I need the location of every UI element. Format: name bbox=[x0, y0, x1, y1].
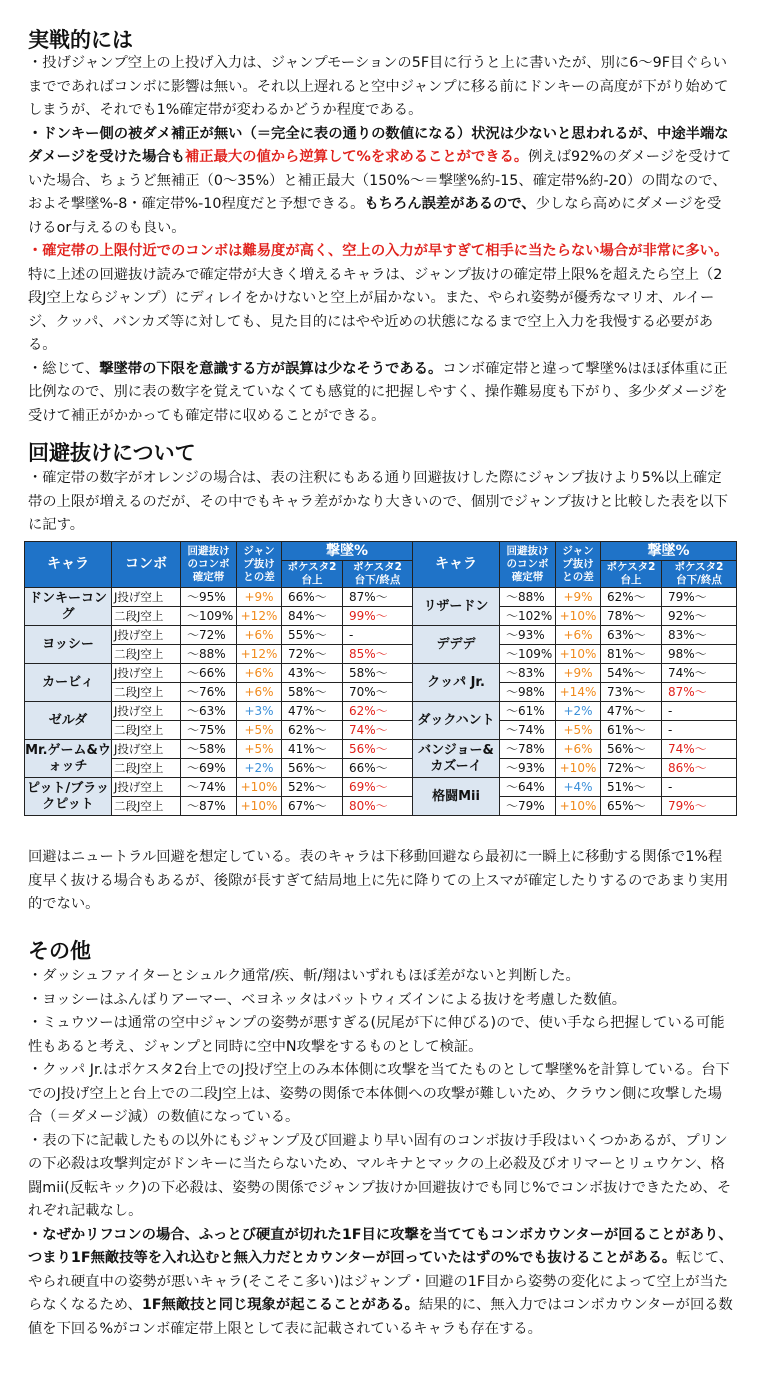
diff-cell: +10% bbox=[556, 797, 601, 816]
table-row bbox=[25, 740, 737, 759]
header-kaihi: 回避抜け のコンボ 確定帯 bbox=[500, 542, 556, 588]
chara-name: ピット/ブラックピット bbox=[25, 778, 112, 816]
header-gekitsui: 撃墜% bbox=[601, 542, 737, 561]
header-pk-off: ポケスタ2 台下/終点 bbox=[662, 561, 737, 588]
pk-off-cell: 80%～ bbox=[343, 797, 413, 816]
pk-off-cell: 98%～ bbox=[662, 645, 737, 664]
section-title-jissen: 実戦的には bbox=[28, 28, 133, 52]
kaihi-cell: ～69% bbox=[181, 759, 237, 778]
pk-on-cell: 55%～ bbox=[282, 626, 343, 645]
combo-cell: J投げ空上 bbox=[112, 740, 181, 759]
kaihi-cell: ～93% bbox=[500, 759, 556, 778]
pk-on-cell: 51%～ bbox=[601, 778, 662, 797]
table-row bbox=[25, 778, 737, 797]
pk-on-cell: 65%～ bbox=[601, 797, 662, 816]
table-row bbox=[25, 664, 737, 683]
text: 結果的に、無入力ではコンボカウンターが回る数値を下回る%がコンボ確定帯上限として表に記載されているキャラも存在する。 bbox=[28, 1297, 733, 1337]
pk-on-cell: 58%～ bbox=[282, 683, 343, 702]
diff-cell: +2% bbox=[556, 702, 601, 721]
chara-name: ダックハント bbox=[413, 702, 500, 740]
table-row bbox=[25, 645, 737, 664]
diff-cell: +10% bbox=[556, 607, 601, 626]
kaihi-cell: ～74% bbox=[500, 721, 556, 740]
combo-cell: 二段J空上 bbox=[112, 683, 181, 702]
pk-on-cell: 78%～ bbox=[601, 607, 662, 626]
pk-on-cell: 66%～ bbox=[282, 588, 343, 607]
kaihi-cell: ～93% bbox=[500, 626, 556, 645]
kaihi-cell: ～88% bbox=[181, 645, 237, 664]
bold-text: もちろん誤差があるので、 bbox=[364, 196, 536, 212]
kaihi-cell: ～72% bbox=[181, 626, 237, 645]
diff-cell: +6% bbox=[237, 664, 282, 683]
pk-off-cell: 79%～ bbox=[662, 797, 737, 816]
combo-cell: 二段J空上 bbox=[112, 721, 181, 740]
paragraph: ・投げジャンプ空上の上投げ入力は、ジャンプモーションの5F目に行うと上に書いたが、別に6～9F目ぐらいまでであればコンボに影響は無い。それ以上遅れると空中ジャンプに移る前にドンキーの高度が下がり始めてしまうが、それでも1%確定帯が変わるかどうか程度である。 bbox=[28, 55, 729, 118]
pk-off-cell: 79%～ bbox=[662, 588, 737, 607]
paragraph: ・表の下に記載したもの以外にもジャンプ及び回避より早い固有のコンボ抜け手段はいくつかあるが、プリンの下必殺は攻撃判定がドンキーに当たらないため、マルキナとマックの上必殺及びオリマーとリュウケン、格闘mii(反転キック)の下必殺は、姿勢の関係でジャンプ抜けか回避抜けでも同じ%でコンボ抜けできたため、それぞれ記載なし。 bbox=[28, 1132, 732, 1219]
header-pk-on: ポケスタ2 台上 bbox=[601, 561, 662, 588]
combo-cell: J投げ空上 bbox=[112, 702, 181, 721]
combo-cell: 二段J空上 bbox=[112, 607, 181, 626]
pk-on-cell: 84%～ bbox=[282, 607, 343, 626]
diff-cell: +2% bbox=[237, 759, 282, 778]
kaihi-cell: ～64% bbox=[500, 778, 556, 797]
pk-off-cell: - bbox=[662, 778, 737, 797]
pk-on-cell: 47%～ bbox=[601, 702, 662, 721]
pk-off-cell: - bbox=[662, 721, 737, 740]
pk-off-cell: - bbox=[662, 702, 737, 721]
diff-cell: +10% bbox=[237, 778, 282, 797]
diff-cell: +9% bbox=[556, 664, 601, 683]
chara-name: ゼルダ bbox=[25, 702, 112, 740]
pk-on-cell: 54%～ bbox=[601, 664, 662, 683]
table-row bbox=[25, 702, 737, 721]
pk-off-cell: 74%～ bbox=[662, 740, 737, 759]
kaihi-cell: ～74% bbox=[181, 778, 237, 797]
combo-cell: 二段J空上 bbox=[112, 797, 181, 816]
pk-on-cell: 67%～ bbox=[282, 797, 343, 816]
kaihi-cell: ～75% bbox=[181, 721, 237, 740]
diff-cell: +12% bbox=[237, 645, 282, 664]
table-row bbox=[25, 683, 737, 702]
table-note bbox=[28, 846, 734, 917]
pk-on-cell: 52%～ bbox=[282, 778, 343, 797]
comparison-table bbox=[24, 541, 737, 816]
diff-cell: +10% bbox=[237, 797, 282, 816]
diff-cell: +4% bbox=[556, 778, 601, 797]
header-jump-diff: ジャン プ抜け との差 bbox=[556, 542, 601, 588]
diff-cell: +6% bbox=[237, 683, 282, 702]
chara-name: ヨッシー bbox=[25, 626, 112, 664]
table-body bbox=[25, 588, 737, 816]
bold-text: 1F無敵技と同じ現象が起こることがある。 bbox=[141, 1297, 419, 1313]
diff-cell: +6% bbox=[556, 740, 601, 759]
pk-off-cell: 70%～ bbox=[343, 683, 413, 702]
paragraph: ・ミュウツーは通常の空中ジャンプの姿勢が悪すぎる(尻尾が下に伸びる)ので、使い手なら把握している可能性もあると考え、ジャンプと同時に空中N攻撃をするものとして検証。 bbox=[28, 1015, 725, 1055]
kaihi-cell: ～109% bbox=[500, 645, 556, 664]
diff-cell: +14% bbox=[556, 683, 601, 702]
combo-cell: J投げ空上 bbox=[112, 778, 181, 797]
table-row bbox=[25, 626, 737, 645]
diff-cell: +5% bbox=[237, 740, 282, 759]
paragraph: ・ダッシュファイターとシュルク通常/疾、斬/翔はいずれもほぼ差がないと判断した。 bbox=[28, 968, 580, 984]
bold-text: 撃墜帯の下限を意識する方が誤算は少なそうである。 bbox=[99, 360, 443, 377]
pk-on-cell: 62%～ bbox=[601, 588, 662, 607]
diff-cell: +10% bbox=[556, 759, 601, 778]
pk-off-cell: 58%～ bbox=[343, 664, 413, 683]
text: 少しなら高めにダメージを受けるor与えるのも良い。 bbox=[28, 196, 722, 236]
kaihi-cell: ～109% bbox=[181, 607, 237, 626]
combo-cell: J投げ空上 bbox=[112, 626, 181, 645]
pk-off-cell: 74%～ bbox=[343, 721, 413, 740]
pk-on-cell: 72%～ bbox=[282, 645, 343, 664]
chara-name: クッパ Jr. bbox=[413, 664, 500, 702]
paragraph: ・確定帯の数字がオレンジの場合は、表の注釈にもある通り回避抜けした際にジャンプ抜けより5%以上確定帯の上限が増えるのだが、その中でもキャラ差がかなり大きいので、個別でジャンプ抜けと比較した表を以下に記す。 bbox=[28, 470, 728, 533]
text: 例えば92%のダメージを受けていた場合、ちょうど無補正（0～35%）と補正最大（150%～＝撃墜%約-15、確定帯%約-20）の間なので、およそ撃墜%-8・確定帯%-10程度だと予想できる。 bbox=[28, 149, 732, 212]
highlight-text: ・確定帯の上限付近でのコンボは難易度が高く、空上の入力が早すぎて相手に当たらない場合が非常に多い。 bbox=[28, 243, 729, 259]
diff-cell: +6% bbox=[556, 626, 601, 645]
table-row bbox=[25, 607, 737, 626]
header-combo: コンボ bbox=[112, 542, 181, 588]
kaihi-cell: ～78% bbox=[500, 740, 556, 759]
kaihi-cell: ～88% bbox=[500, 588, 556, 607]
kaihi-cell: ～95% bbox=[181, 588, 237, 607]
pk-off-cell: 99%～ bbox=[343, 607, 413, 626]
pk-on-cell: 72%～ bbox=[601, 759, 662, 778]
paragraph: ・ヨッシーはふんばりアーマー、ベヨネッタはバットウィズインによる抜けを考慮した数値。 bbox=[28, 991, 627, 1008]
kaihi-cell: ～76% bbox=[181, 683, 237, 702]
paragraph bbox=[28, 123, 734, 241]
highlight-text: 補正最大の値から逆算して%を求めることができる。 bbox=[184, 149, 529, 165]
pk-on-cell: 73%～ bbox=[601, 683, 662, 702]
paragraph bbox=[28, 240, 734, 358]
paragraph: ・クッパ Jr.はポケスタ2台上でのJ投げ空上のみ本体側に攻撃を当てたものとして撃墜%を計算している。台下でのJ投げ空上と台上での二段J空上は、姿勢の関係で本体側への攻撃が難しいため、クラウン側に攻撃した場合（＝ダメージ減）の数値になっている。 bbox=[28, 1062, 730, 1125]
table-row bbox=[25, 721, 737, 740]
table-row bbox=[25, 588, 737, 607]
bold-text: ・ドンキー側の被ダメ補正が無い（＝完全に表の通りの数値になる）状況は少ないと思われるが、中途半端なダメージを受けた場合も bbox=[28, 125, 729, 165]
combo-cell: 二段J空上 bbox=[112, 759, 181, 778]
pk-off-cell: 66%～ bbox=[343, 759, 413, 778]
kaihi-cell: ～79% bbox=[500, 797, 556, 816]
chara-name: リザードン bbox=[413, 588, 500, 626]
chara-name: Mr.ゲーム&ウォッチ bbox=[25, 740, 112, 778]
combo-cell: J投げ空上 bbox=[112, 664, 181, 683]
header-gekitsui: 撃墜% bbox=[282, 542, 413, 561]
diff-cell: +5% bbox=[556, 721, 601, 740]
paragraph: 回避はニュートラル回避を想定している。表のキャラは下移動回避なら最初に一瞬上に移動する関係で1%程度早く抜ける場合もあるが、後隙が長すぎて結局地上に先に降りての上スマが確定したりするのであまり実用的でない。 bbox=[28, 849, 729, 912]
diff-cell: +3% bbox=[237, 702, 282, 721]
pk-on-cell: 41%～ bbox=[282, 740, 343, 759]
header-pk-off: ポケスタ2 台下/終点 bbox=[343, 561, 413, 588]
diff-cell: +10% bbox=[556, 645, 601, 664]
kaihi-cell: ～61% bbox=[500, 702, 556, 721]
pk-off-cell: 62%～ bbox=[343, 702, 413, 721]
header-jump-diff: ジャン プ抜け との差 bbox=[237, 542, 282, 588]
chara-name: デデデ bbox=[413, 626, 500, 664]
text: ・総じて、 bbox=[28, 360, 100, 377]
chara-name: バンジョー&カズーイ bbox=[413, 740, 500, 778]
section-title-sonota: その他 bbox=[28, 939, 91, 963]
table-row bbox=[25, 759, 737, 778]
chara-name: ドンキーコング bbox=[25, 588, 112, 626]
pk-on-cell: 43%～ bbox=[282, 664, 343, 683]
kaihi-cell: ～63% bbox=[181, 702, 237, 721]
chara-name: 格闘Mii bbox=[413, 778, 500, 816]
header-chara: キャラ bbox=[413, 542, 500, 588]
diff-cell: +9% bbox=[237, 588, 282, 607]
pk-on-cell: 61%～ bbox=[601, 721, 662, 740]
pk-off-cell: 92%～ bbox=[662, 607, 737, 626]
pk-off-cell: 86%～ bbox=[662, 759, 737, 778]
pk-on-cell: 62%～ bbox=[282, 721, 343, 740]
pk-off-cell: 83%～ bbox=[662, 626, 737, 645]
pk-on-cell: 81%～ bbox=[601, 645, 662, 664]
section-body-jissen bbox=[28, 52, 734, 428]
kaihi-cell: ～66% bbox=[181, 664, 237, 683]
paragraph bbox=[28, 358, 734, 429]
pk-off-cell: 85%～ bbox=[343, 645, 413, 664]
paragraph bbox=[28, 1224, 734, 1342]
bold-text: ・なぜかリフコンの場合、ふっとび硬直が切れた1F目に攻撃を当ててもコンボカウンターが回ることがあり、つまり1F無敵技等を入れ込むと無入力だとカウンターが回っていたはずの%でも抜けることがある。 bbox=[28, 1226, 733, 1266]
kaihi-cell: ～58% bbox=[181, 740, 237, 759]
pk-off-cell: - bbox=[343, 626, 413, 645]
chara-name: カービィ bbox=[25, 664, 112, 702]
diff-cell: +9% bbox=[556, 588, 601, 607]
kaihi-cell: ～83% bbox=[500, 664, 556, 683]
pk-off-cell: 56%～ bbox=[343, 740, 413, 759]
kaihi-cell: ～87% bbox=[181, 797, 237, 816]
pk-off-cell: 87%～ bbox=[343, 588, 413, 607]
pk-off-cell: 69%～ bbox=[343, 778, 413, 797]
pk-off-cell: 87%～ bbox=[662, 683, 737, 702]
text: 特に上述の回避抜け読みで確定帯が大きく増えるキャラは、ジャンプ抜けの確定帯上限%を超えたら空上（2段J空上ならジャンプ）にディレイをかけないと空上が届かない。また、やられ姿勢が優秀なマリオ、ルイージ、クッパ、バンカズ等に対しても、見た目的にはやや近めの状態になるまで空上入力を我慢する必要がある。 bbox=[28, 266, 723, 353]
combo-cell: 二段J空上 bbox=[112, 645, 181, 664]
section-title-kaihi: 回避抜けについて bbox=[28, 441, 196, 465]
diff-cell: +6% bbox=[237, 626, 282, 645]
pk-on-cell: 47%～ bbox=[282, 702, 343, 721]
diff-cell: +12% bbox=[237, 607, 282, 626]
pk-on-cell: 56%～ bbox=[282, 759, 343, 778]
table-row bbox=[25, 797, 737, 816]
pk-on-cell: 63%～ bbox=[601, 626, 662, 645]
pk-on-cell: 56%～ bbox=[601, 740, 662, 759]
header-pk-on: ポケスタ2 台上 bbox=[282, 561, 343, 588]
header-chara: キャラ bbox=[25, 542, 112, 588]
kaihi-cell: ～98% bbox=[500, 683, 556, 702]
diff-cell: +5% bbox=[237, 721, 282, 740]
section-body-kaihi bbox=[28, 467, 734, 538]
kaihi-cell: ～102% bbox=[500, 607, 556, 626]
combo-cell: J投げ空上 bbox=[112, 588, 181, 607]
text: コンボ確定帯と違って撃墜%はほぼ体重に正比例なので、別に表の数字を覚えていなくても感覚的に把握しやすく、操作難易度も下がり、多少ダメージを受けて補正がかかっても確定帯に収めることができる。 bbox=[28, 360, 728, 424]
header-kaihi: 回避抜け のコンボ 確定帯 bbox=[181, 542, 237, 588]
section-body-sonota bbox=[28, 965, 734, 1341]
text: 転じて、やられ硬直中の姿勢が悪いキャラ(そこそこ多い)はジャンプ・回避の1F目から姿勢の変化によって空上が当たらなくなるため、 bbox=[28, 1250, 734, 1313]
pk-off-cell: 74%～ bbox=[662, 664, 737, 683]
